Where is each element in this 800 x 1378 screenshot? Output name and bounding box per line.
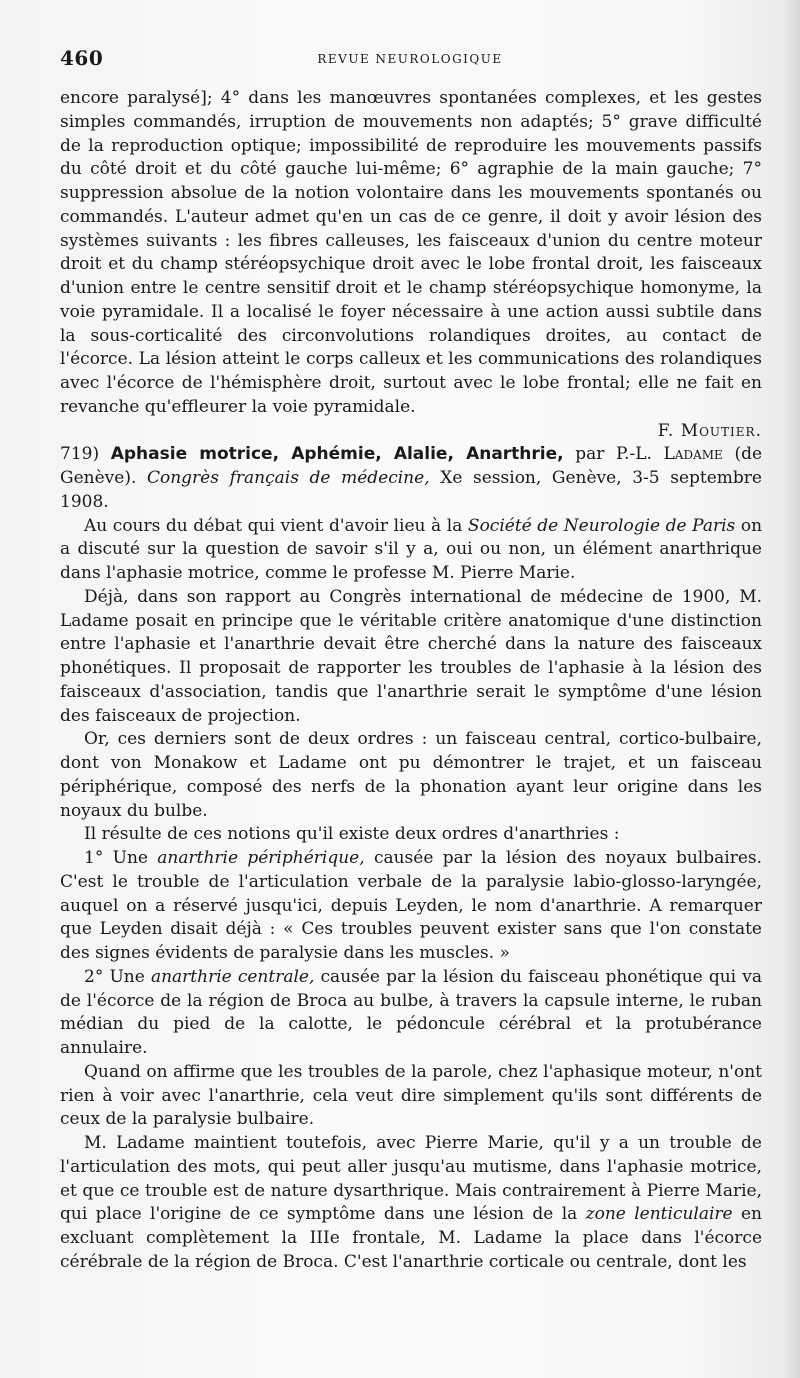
paragraph-1 (60, 515, 762, 586)
paragraph-6 (60, 966, 762, 1061)
paragraph-1-italic: Société de Neurologie de Paris (467, 515, 736, 536)
page-edge-shadow (782, 0, 800, 1378)
paragraph-4: Il résulte de ces notions qu'il existe deux ordres d'anarthries : (84, 824, 620, 845)
article-source: Congrès français de médecine, (146, 468, 430, 488)
paragraph-2: Déjà, dans son rapport au Congrès international de médecine de 1900, M. Ladame posait en principe que le véritable critère anatomique d'une distinction entre l'aphasie et l'anarthrie devait être cherché dans la nature des faisceaux phonétiques. Il proposait de rapporter les troubles de l'aphasie à la lésion des faisceaux d'association, tandis que l'anarthrie serait le symptôme d'une lésion des faisceaux de projection. (60, 586, 762, 726)
paragraph-6-text-a: 2° Une (84, 966, 145, 987)
paragraph-5-text-b: causée par la lésion des noyaux bulbaires. C'est le trouble de l'articulation verbale de la paralysie labio-glosso-laryngée, auquel on a réservé jusqu'ici, depuis Leyden, le nom d'anarthrie. A remarquer que Leyden disait déjà : « Ces troubles peuvent exister sans que l'on constate des signes évidents de paralysie dans les muscles. » (60, 848, 763, 963)
paragraph-1-text-b: on a discuté sur la question de savoir s'il y a, oui ou non, un élément anarthrique dans l'aphasie motrice, comme le professe M. Pierre Marie. (60, 515, 763, 583)
article-origin: (de Genève). (60, 444, 763, 488)
prev-article-paragraph: encore paralysé]; 4° dans les manœuvres spontanées complexes, et les gestes simples commandés, irruption de mouvements non adaptés; 5° grave difficulté de la reproduction optique; impossibilité de reproduire les mouvements passifs du côté droit et du côté gauche lui-même; 6° agraphie de la main gauche; 7° suppression absolue de la notion volontaire dans les mouvements spontanés ou commandés. L'auteur admet qu'en un cas de ce genre, il doit y avoir lésion des systèmes suivants : les fibres calleuses, les faisceaux d'union du centre moteur droit et du champ stéréopsychique droit avec le lobe frontal droit, les faisceaux d'union entre le centre sensitif droit et le champ stéréopsychique homonyme, la voie pyramidale. Il a localisé le foyer nécessaire à une action aussi subtile dans la sous-corticalité des circonvolutions rolandiques droites, au contact de l'écorce. La lésion atteint le corps calleux et les communications des rolandiques avec l'écorce de l'hémisphère droit, surtout avec le lobe frontal; elle ne fait en revanche qu'effleurer la voie pyramidale. (60, 88, 762, 417)
paragraph-8-italic: zone lenticulaire (585, 1204, 733, 1225)
page-number: 460 (60, 46, 104, 70)
paragraph-1-text-a: Au cours du débat qui vient d'avoir lieu à la (84, 515, 463, 536)
paragraph-5-text-a: 1° Une (84, 848, 148, 868)
prev-article-signature: F. Moutier. (657, 420, 762, 441)
page-header (60, 46, 760, 76)
paragraph-8 (60, 1132, 762, 1275)
paragraph-6-text-b: causée par la lésion du faisceau phonétique qui va de l'écorce de la région de Broca au bulbe, à travers la capsule interne, le ruban médian du pied de la calotte, le pédoncule cérébral et la protubérance annulaire. (60, 966, 763, 1058)
page-body (60, 87, 762, 1275)
article-author: P.-L. Ladame (616, 444, 723, 465)
paragraph-8-text-a: M. Ladame maintient toutefois, avec Pierre Marie, qu'il y a un trouble de l'articulation des mots, qui peut aller jusqu'au mutisme, dans l'aphasie motrice, et que ce trouble est de nature dysarthrique. Mais contrairement à Pierre Marie, qui place l'origine de ce symptôme dans une lésion de la (60, 1133, 762, 1225)
article-title: Aphasie motrice, Aphémie, Alalie, Anarthrie, (110, 444, 564, 465)
article-number: 719) (60, 444, 100, 465)
paragraph-6-italic: anarthrie centrale, (150, 966, 315, 987)
article-by: par (575, 444, 605, 465)
paragraph-8-text-b: en excluant complètement la IIIe frontale, M. Ladame la place dans l'écorce cérébrale de la région de Broca. C'est l'anarthrie corticale ou centrale, dont les (60, 1204, 763, 1272)
paragraph-7: Quand on affirme que les troubles de la parole, chez l'aphasique moteur, n'ont rien à voir avec l'anarthrie, cela veut dire simplement qu'ils sont différents de ceux de la paralysie bulbaire. (60, 1061, 762, 1130)
article-heading (60, 443, 762, 514)
paragraph-5 (60, 847, 762, 966)
running-head: REVUE NEUROLOGIQUE (317, 52, 503, 66)
article-session: Xe session, Genève, 3-5 septembre 1908. (60, 468, 762, 512)
paragraph-3: Or, ces derniers sont de deux ordres : un faisceau central, cortico-bulbaire, dont von Monakow et Ladame ont pu démontrer le trajet, et un faisceau périphérique, composé des nerfs de la phonation ayant leur origine dans les noyaux du bulbe. (60, 729, 762, 821)
paragraph-5-italic: anarthrie périphérique, (157, 848, 365, 868)
